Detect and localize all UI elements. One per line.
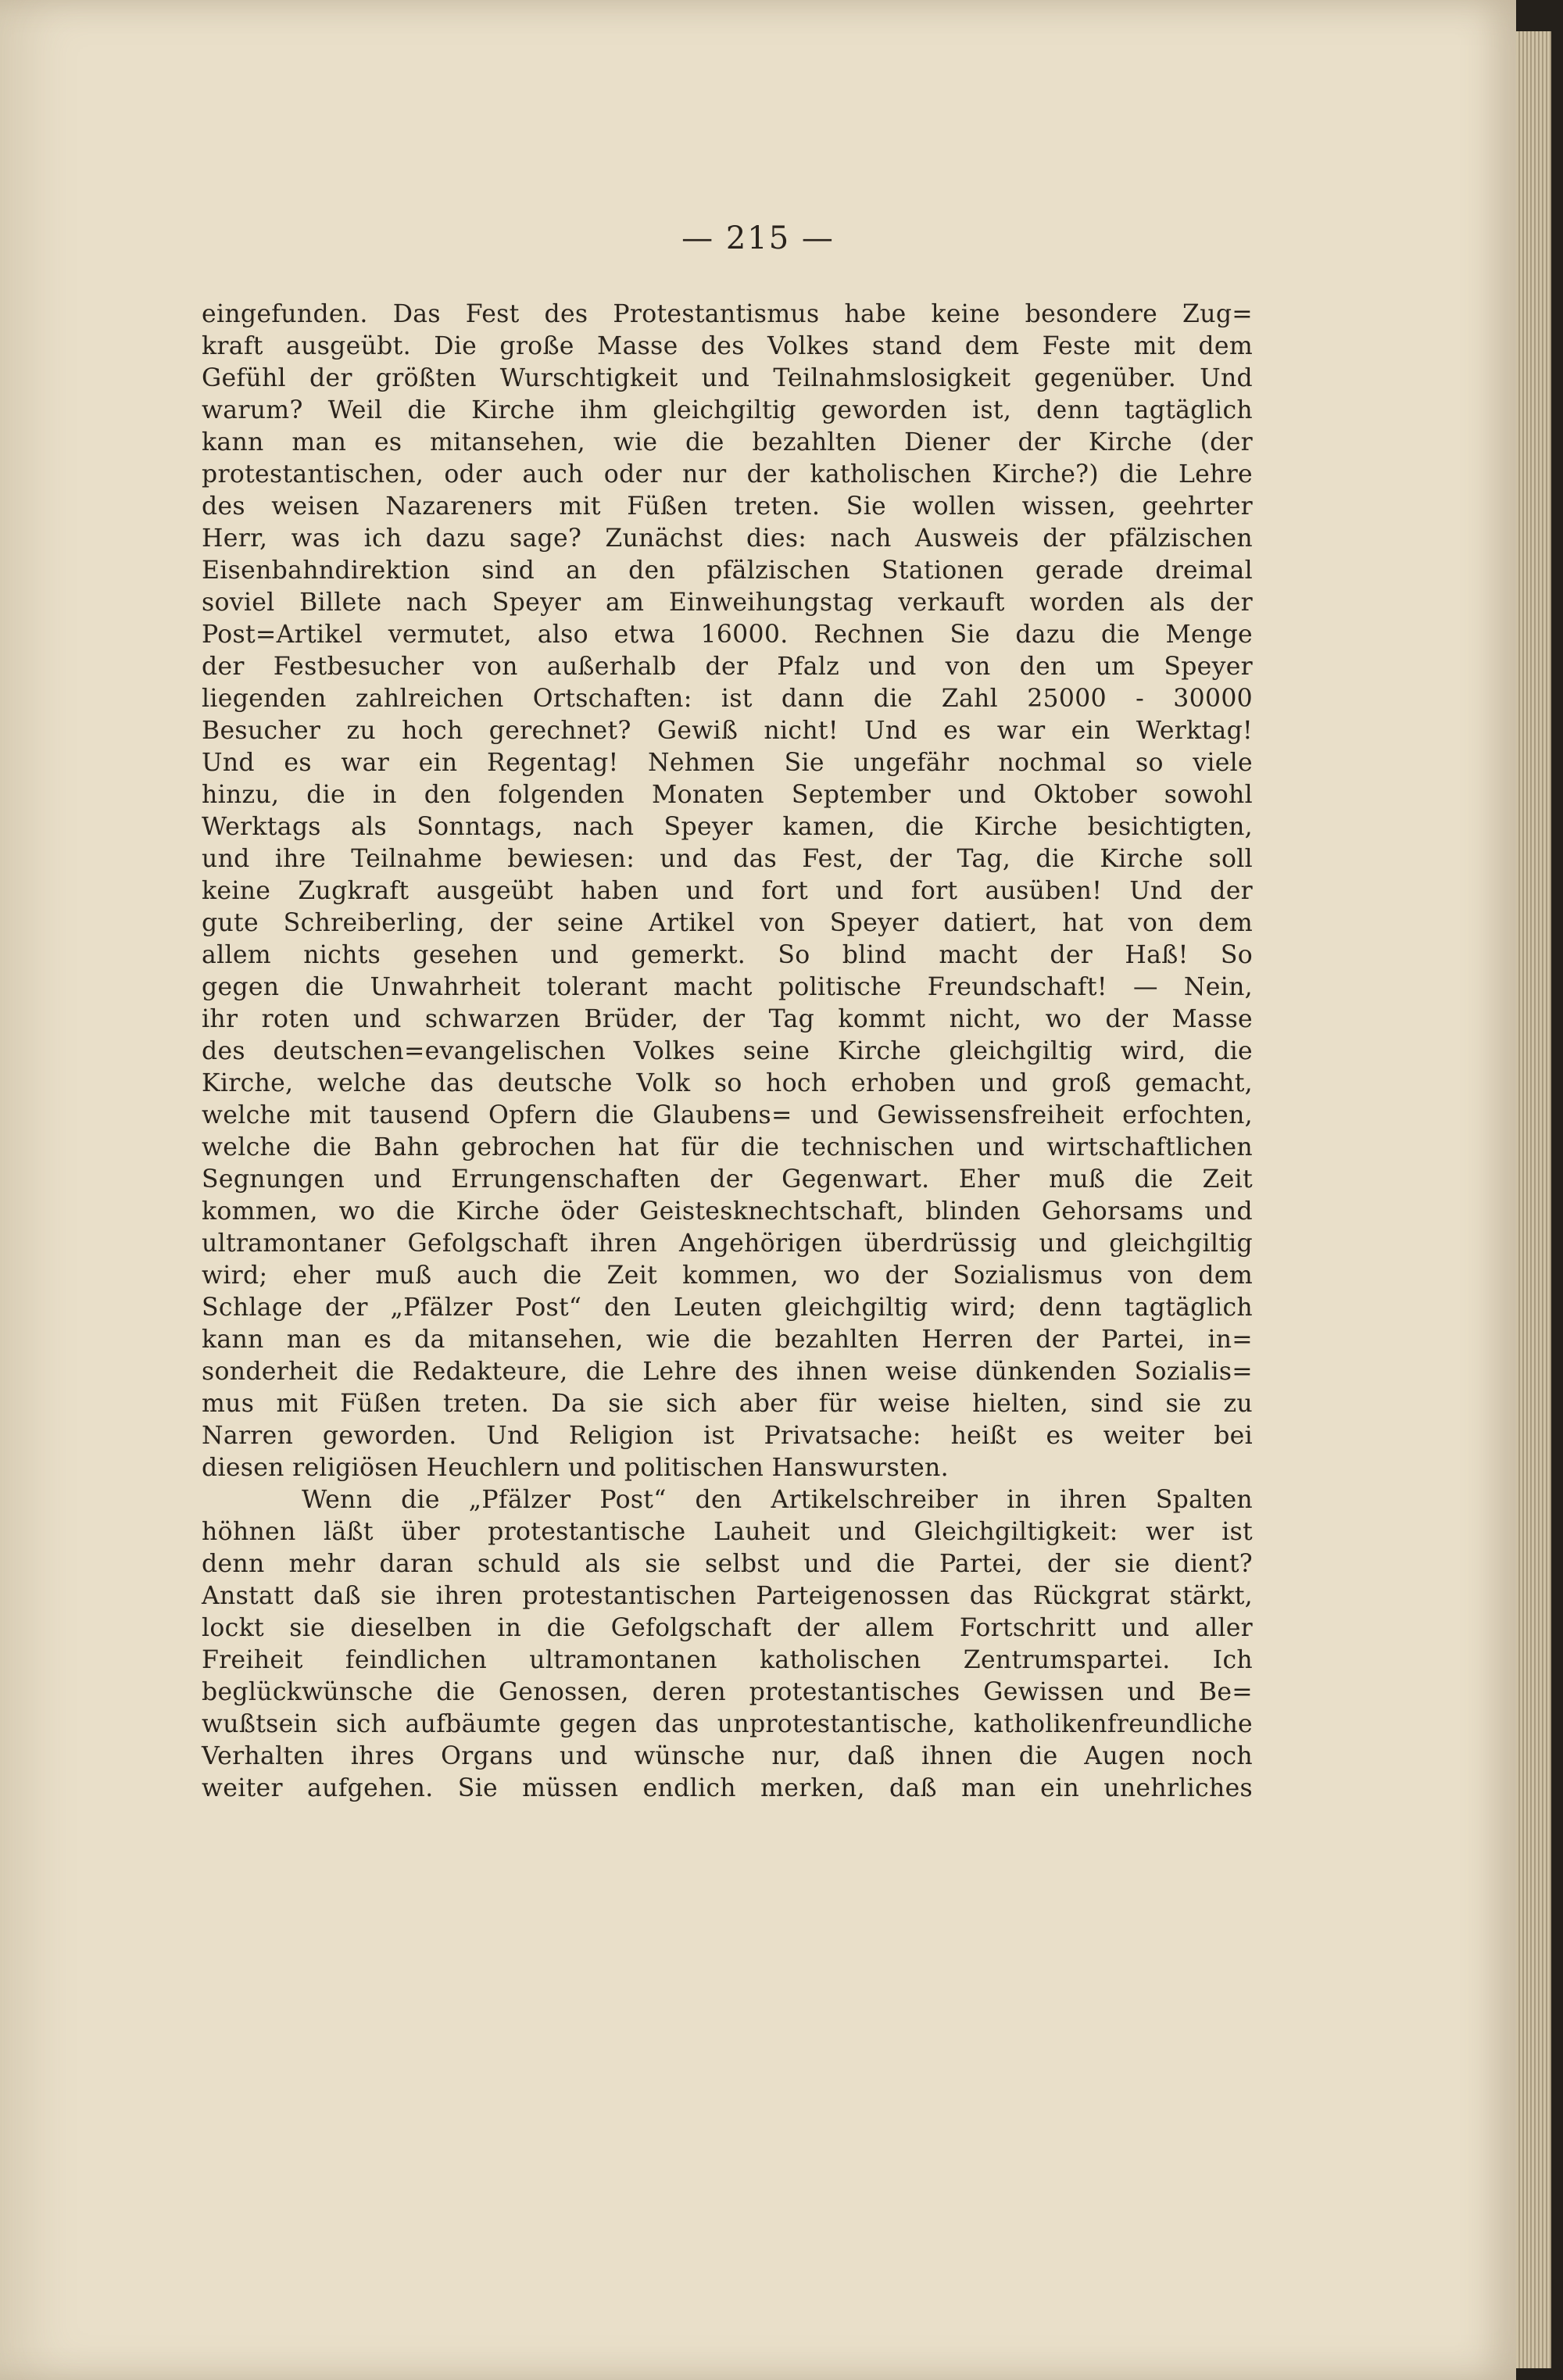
text-line: lockt sie dieselben in die Gefolgschaft der allem Fortschritt und aller — [202, 1614, 1253, 1642]
text-line: des weisen Nazareners mit Füßen treten. Sie wollen wissen, geehrter — [202, 492, 1253, 521]
text-line: Segnungen und Errungenschaften der Gegenwart. Eher muß die Zeit — [202, 1165, 1253, 1194]
text-line: denn mehr daran schuld als sie selbst und die Partei, der sie dient? — [202, 1550, 1253, 1578]
text-line: hinzu, die in den folgenden Monaten September und Oktober sowohl — [202, 781, 1253, 809]
text-line: Schlage der „Pfälzer Post“ den Leuten gleichgiltig wird; denn tagtäglich — [202, 1294, 1253, 1322]
text-line: warum? Weil die Kirche ihm gleichgiltig geworden ist, denn tagtäglich — [202, 396, 1253, 424]
page-number: — 215 — — [681, 220, 835, 256]
text-line: liegenden zahlreichen Ortschaften: ist dann die Zahl 25000 - 30000 — [202, 685, 1253, 713]
text-line: Eisenbahndirektion sind an den pfälzischen Stationen gerade dreimal — [202, 557, 1253, 585]
text-line: Besucher zu hoch gerechnet? Gewiß nicht! Und es war ein Werktag! — [202, 717, 1253, 745]
text-line: weiter aufgehen. Sie müssen endlich merken, daß man ein unehrliches — [202, 1774, 1253, 1802]
text-line: der Festbesucher von außerhalb der Pfalz und von den um Speyer — [202, 653, 1253, 681]
text-line: Freiheit feindlichen ultramontanen katholischen Zentrumspartei. Ich — [202, 1646, 1253, 1674]
text-line: Und es war ein Regentag! Nehmen Sie ungefähr nochmal so viele — [202, 749, 1253, 777]
text-line: sonderheit die Redakteure, die Lehre des ihnen weise dünkenden Sozialis= — [202, 1358, 1253, 1386]
text-line: Gefühl der größten Wurschtigkeit und Teilnahmslosigkeit gegenüber. Und — [202, 364, 1253, 392]
text-line: protestantischen, oder auch oder nur der katholischen Kirche?) die Lehre — [202, 460, 1253, 489]
text-line: soviel Billete nach Speyer am Einweihungstag verkauft worden als der — [202, 589, 1253, 617]
text-line: gute Schreiberling, der seine Artikel von Speyer datiert, hat von dem — [202, 909, 1253, 937]
text-line: Post=Artikel vermutet, also etwa 16000. Rechnen Sie dazu die Menge — [202, 621, 1253, 649]
text-line: ultramontaner Gefolgschaft ihren Angehörigen überdrüssig und gleichgiltig — [202, 1229, 1253, 1258]
text-line: gegen die Unwahrheit tolerant macht politische Freundschaft! — Nein, — [202, 973, 1253, 1001]
text-line: kann man es da mitansehen, wie die bezahlten Herren der Partei, in= — [202, 1326, 1253, 1354]
text-line: höhnen läßt über protestantische Lauheit und Gleichgiltigkeit: wer ist — [202, 1518, 1253, 1546]
text-line: und ihre Teilnahme bewiesen: und das Fest, der Tag, die Kirche soll — [202, 845, 1253, 873]
text-line: eingefunden. Das Fest des Protestantismus habe keine besondere Zug= — [202, 300, 1253, 328]
text-line: wußtsein sich aufbäumte gegen das unprotestantische, katholikenfreundliche — [202, 1710, 1253, 1738]
text-line: des deutschen=evangelischen Volkes seine Kirche gleichgiltig wird, die — [202, 1037, 1253, 1065]
text-line: welche die Bahn gebrochen hat für die technischen und wirtschaftlichen — [202, 1133, 1253, 1161]
text-line: welche mit tausend Opfern die Glaubens= und Gewissensfreiheit erfochten, — [202, 1101, 1253, 1129]
text-line: Narren geworden. Und Religion ist Privatsache: heißt es weiter bei — [202, 1422, 1253, 1450]
text-line: Werktags als Sonntags, nach Speyer kamen, die Kirche besichtigten, — [202, 813, 1253, 841]
paragraph-end-line: diesen religiösen Heuchlern und politischen Hanswursten. — [202, 1454, 949, 1482]
text-line: Kirche, welche das deutsche Volk so hoch erhoben und groß gemacht, — [202, 1069, 1253, 1097]
body-text — [202, 299, 1253, 1805]
text-line: Anstatt daß sie ihren protestantischen Parteigenossen das Rückgrat stärkt, — [202, 1582, 1253, 1610]
text-line: keine Zugkraft ausgeübt haben und fort und fort ausüben! Und der — [202, 877, 1253, 905]
text-line: allem nichts gesehen und gemerkt. So blind macht der Haß! So — [202, 941, 1253, 969]
text-line: Verhalten ihres Organs und wünsche nur, daß ihnen die Augen noch — [202, 1742, 1253, 1770]
text-line: beglückwünsche die Genossen, deren protestantisches Gewissen und Be= — [202, 1678, 1253, 1706]
text-line: kraft ausgeübt. Die große Masse des Volkes stand dem Feste mit dem — [202, 332, 1253, 360]
text-line: kann man es mitansehen, wie die bezahlten Diener der Kirche (der — [202, 428, 1253, 456]
text-line: mus mit Füßen treten. Da sie sich aber für weise hielten, sind sie zu — [202, 1390, 1253, 1418]
text-line: kommen, wo die Kirche öder Geistesknechtschaft, blinden Gehorsams und — [202, 1197, 1253, 1226]
text-line: Herr, was ich dazu sage? Zunächst dies: nach Ausweis der pfälzischen — [202, 524, 1253, 553]
text-line: wird; eher muß auch die Zeit kommen, wo der Sozialismus von dem — [202, 1262, 1253, 1290]
text-line: ihr roten und schwarzen Brüder, der Tag kommt nicht, wo der Masse — [202, 1005, 1253, 1033]
paragraph-start-line: Wenn die „Pfälzer Post“ den Artikelschreiber in ihren Spalten — [302, 1486, 1253, 1514]
